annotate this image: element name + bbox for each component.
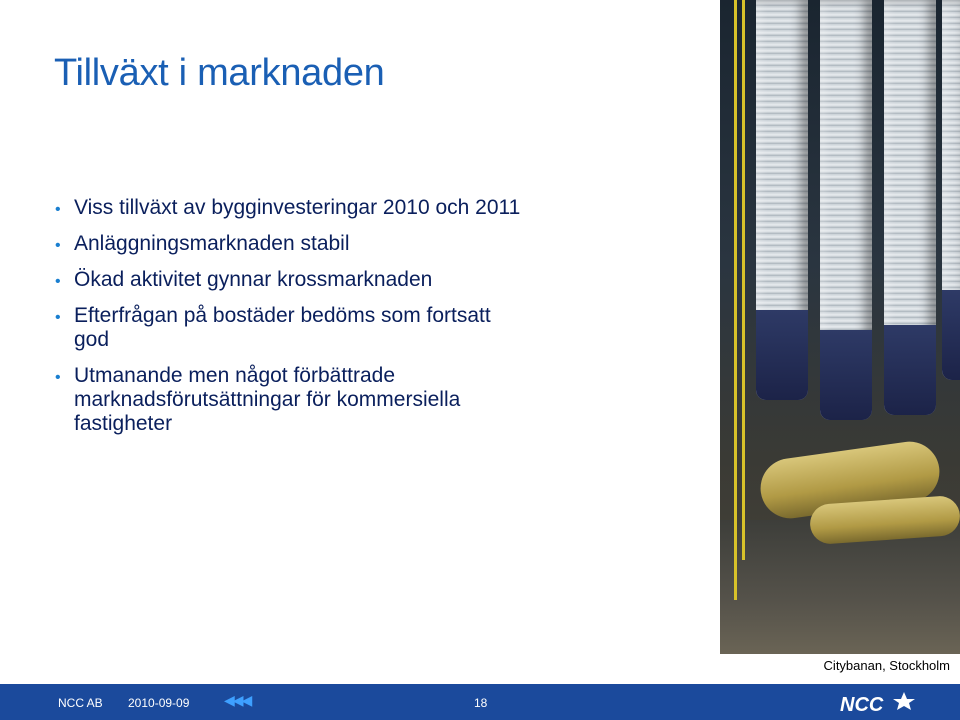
bullet-item: • Anläggningsmarknaden stabil [52,232,522,256]
page-number: 18 [474,696,488,710]
bullet-icon: • [55,201,61,218]
nav-arrows-icon: ◀◀◀ [224,692,251,708]
ventilation-pipe [884,0,936,415]
cable [734,0,737,600]
bullet-item: • Efterfrågan på bostäder bedöms som fortsatt god [55,304,491,351]
footer-date: 2010-09-09 [128,696,190,710]
ventilation-pipe [820,0,872,420]
footer-bar [0,684,960,720]
slide-title: Tillväxt i marknaden [54,52,385,94]
bullet-icon: • [55,237,61,254]
bullet-icon: • [55,309,61,326]
bullet-list [52,196,522,448]
photo-caption: Citybanan, Stockholm [823,658,950,673]
ventilation-pipe [756,0,808,400]
bullet-item: • Viss tillväxt av bygginvesteringar 2010 och 2011 [52,196,522,220]
bullet-item: • Ökad aktivitet gynnar krossmarknaden [52,268,522,292]
tunnel-photo [720,0,960,654]
star-icon [893,692,915,710]
bullet-item: • Utmanande men något förbättrade marknadsförutsättningar för kommersiella fastigheter [55,364,461,435]
ncc-logo-text: NCC [840,694,884,716]
bullet-icon: • [55,369,61,386]
footer-company: NCC AB [58,696,103,710]
ventilation-pipe [942,0,960,380]
ncc-logo [838,690,920,716]
cable [742,0,745,560]
bullet-icon: • [55,273,61,290]
